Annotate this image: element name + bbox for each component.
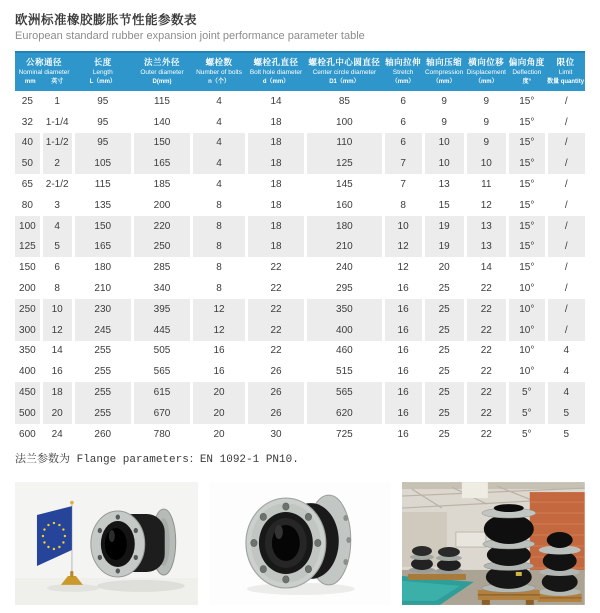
table-cell: 22 [465, 278, 507, 299]
table-cell: 16 [383, 299, 423, 320]
table-cell: 18 [246, 112, 305, 133]
table-cell: 22 [465, 361, 507, 382]
table-cell: 6 [383, 112, 423, 133]
table-cell: 150 [73, 216, 132, 237]
table-cell: 26 [246, 403, 305, 424]
table-cell: 7 [383, 153, 423, 174]
table-cell: 4 [192, 174, 247, 195]
table-cell: 4 [192, 133, 247, 154]
column-header: 偏向角度 Deflection 度° [507, 52, 546, 91]
table-cell: 80 [15, 195, 41, 216]
table-cell: 13 [423, 174, 465, 195]
table-cell: 30 [246, 424, 305, 445]
table-cell: 10 [41, 299, 73, 320]
table-cell: 50 [15, 153, 41, 174]
table-row [15, 237, 585, 258]
table-cell: 285 [132, 257, 191, 278]
table-cell: 22 [246, 278, 305, 299]
table-cell: 18 [41, 382, 73, 403]
table-cell: 250 [15, 299, 41, 320]
table-cell: 10 [383, 216, 423, 237]
table-cell: 20 [192, 424, 247, 445]
table-cell: 16 [192, 361, 247, 382]
table-cell: 22 [246, 299, 305, 320]
table-cell: 350 [15, 341, 41, 362]
table-cell: 10° [507, 361, 546, 382]
table-cell: 780 [132, 424, 191, 445]
table-cell: 145 [306, 174, 384, 195]
table-cell: 445 [132, 320, 191, 341]
table-cell: 5° [507, 382, 546, 403]
table-cell: 12 [383, 237, 423, 258]
table-cell: 16 [41, 361, 73, 382]
table-cell: 210 [306, 237, 384, 258]
table-cell: 22 [246, 320, 305, 341]
table-cell: / [546, 174, 585, 195]
table-cell: 8 [383, 195, 423, 216]
table-cell: 15° [507, 91, 546, 112]
table-cell: 515 [306, 361, 384, 382]
table-cell: 11 [465, 174, 507, 195]
table-cell: 340 [132, 278, 191, 299]
table-cell: 1-1/4 [41, 112, 73, 133]
table-cell: 245 [73, 320, 132, 341]
table-cell: 115 [132, 91, 191, 112]
table-cell: / [546, 299, 585, 320]
table-row [15, 133, 585, 154]
table-cell: 255 [73, 403, 132, 424]
table-cell: 295 [306, 278, 384, 299]
eu-flag-with-expansion-joint-photo [15, 482, 198, 605]
table-cell: 1 [41, 91, 73, 112]
table-cell: 95 [73, 112, 132, 133]
expansion-joint-closeup-illustration [209, 482, 392, 605]
table-cell: 22 [246, 257, 305, 278]
table-cell: 160 [306, 195, 384, 216]
table-row [15, 112, 585, 133]
table-cell: 25 [423, 361, 465, 382]
table-cell: 26 [246, 382, 305, 403]
column-header: 螺栓孔直径 Bolt hole diameter d（mm） [246, 52, 305, 91]
table-cell: 32 [15, 112, 41, 133]
table-cell: 670 [132, 403, 191, 424]
rubber-expansion-joint-closeup-photo [209, 482, 392, 605]
table-cell: 15° [507, 174, 546, 195]
table-cell: 4 [546, 361, 585, 382]
table-cell: 12 [465, 195, 507, 216]
table-cell: 8 [192, 237, 247, 258]
table-cell: 10 [465, 153, 507, 174]
table-row [15, 403, 585, 424]
table-cell: 12 [383, 257, 423, 278]
column-header: 轴向拉伸 Stretch （mm） [383, 52, 423, 91]
flange-parameters-footnote: 法兰参数为 Flange parameters：EN 1092-1 PN10. [15, 453, 299, 466]
table-cell: 7 [383, 174, 423, 195]
table-cell: 15° [507, 133, 546, 154]
table-cell: 15° [507, 112, 546, 133]
page-title-en: European standard rubber expansion joint performance parameter table [15, 30, 365, 42]
table-cell: 220 [132, 216, 191, 237]
factory-warehouse-illustration [402, 482, 585, 605]
table-cell: 12 [192, 320, 247, 341]
table-cell: 13 [465, 216, 507, 237]
table-cell: 16 [383, 341, 423, 362]
table-cell: 100 [15, 216, 41, 237]
table-cell: 22 [465, 403, 507, 424]
table-cell: / [546, 153, 585, 174]
table-cell: 400 [306, 320, 384, 341]
table-cell: 25 [15, 91, 41, 112]
table-cell: 615 [132, 382, 191, 403]
table-cell: 8 [192, 216, 247, 237]
table-cell: 25 [423, 320, 465, 341]
table-cell: / [546, 112, 585, 133]
table-cell: / [546, 278, 585, 299]
table-cell: 8 [192, 257, 247, 278]
table-cell: / [546, 237, 585, 258]
table-cell: 110 [306, 133, 384, 154]
table-row [15, 257, 585, 278]
header-row [15, 52, 585, 91]
table-cell: 14 [246, 91, 305, 112]
table-cell: 14 [41, 341, 73, 362]
table-cell: 25 [423, 403, 465, 424]
table-cell: 15° [507, 257, 546, 278]
table-cell: 85 [306, 91, 384, 112]
table-cell: 2 [41, 153, 73, 174]
table-cell: 22 [465, 299, 507, 320]
table-cell: 9 [423, 112, 465, 133]
table-cell: 24 [41, 424, 73, 445]
table-cell: 20 [192, 403, 247, 424]
table-cell: 10° [507, 341, 546, 362]
table-cell: 500 [15, 403, 41, 424]
table-cell: 8 [192, 195, 247, 216]
column-header: 螺栓孔中心圆直径 Center circle diameter D1（mm） [306, 52, 384, 91]
table-cell: 18 [246, 133, 305, 154]
table-row [15, 320, 585, 341]
table-cell: 200 [15, 278, 41, 299]
table-cell: 16 [383, 382, 423, 403]
table-cell: 300 [15, 320, 41, 341]
table-cell: 115 [73, 174, 132, 195]
table-header [15, 52, 585, 91]
table-cell: 26 [246, 361, 305, 382]
column-header: 法兰外径 Outer diameter D(mm) [132, 52, 191, 91]
column-header: 公称通径 Nominal diameter mm 英寸 [15, 52, 73, 91]
table-cell: 505 [132, 341, 191, 362]
table-cell: 4 [192, 91, 247, 112]
table-cell: 19 [423, 216, 465, 237]
table-cell: 10° [507, 320, 546, 341]
table-cell: 6 [383, 91, 423, 112]
table-cell: 16 [383, 403, 423, 424]
table-cell: 460 [306, 341, 384, 362]
table-cell: 65 [15, 174, 41, 195]
table-cell: 18 [246, 237, 305, 258]
table-cell: 22 [465, 382, 507, 403]
table-cell: 25 [423, 424, 465, 445]
table-cell: 9 [423, 91, 465, 112]
table-row [15, 174, 585, 195]
table-cell: 210 [73, 278, 132, 299]
table-cell: 5° [507, 403, 546, 424]
table-cell: / [546, 257, 585, 278]
table-cell: 180 [306, 216, 384, 237]
table-cell: 180 [73, 257, 132, 278]
table-cell: 125 [306, 153, 384, 174]
table-cell: 4 [192, 153, 247, 174]
table-cell: 16 [383, 361, 423, 382]
table-cell: 15 [423, 195, 465, 216]
table-cell: 16 [192, 341, 247, 362]
table-cell: / [546, 195, 585, 216]
table-cell: 14 [465, 257, 507, 278]
table-cell: 15° [507, 195, 546, 216]
table-cell: 12 [41, 320, 73, 341]
column-header: 长度 Length L（mm） [73, 52, 132, 91]
table-cell: 16 [383, 320, 423, 341]
table-cell: 22 [246, 341, 305, 362]
parameter-table [15, 51, 585, 445]
table-cell: 15° [507, 153, 546, 174]
expansion-joints-factory-warehouse-photo [402, 482, 585, 605]
table-cell: 22 [465, 424, 507, 445]
column-header: 螺栓数 Number of bolts n（个） [192, 52, 247, 91]
table-cell: 260 [73, 424, 132, 445]
table-cell: 5 [546, 403, 585, 424]
table-cell: 4 [546, 382, 585, 403]
table-cell: 1-1/2 [41, 133, 73, 154]
table-cell: 20 [423, 257, 465, 278]
table-cell: 9 [465, 112, 507, 133]
table-cell: 25 [423, 382, 465, 403]
table-cell: 25 [423, 299, 465, 320]
table-cell: 255 [73, 382, 132, 403]
table-cell: 15° [507, 237, 546, 258]
table-cell: 19 [423, 237, 465, 258]
table-cell: 15° [507, 216, 546, 237]
table-row [15, 195, 585, 216]
table-row [15, 278, 585, 299]
table-cell: 95 [73, 133, 132, 154]
table-cell: 8 [192, 278, 247, 299]
table-cell: 165 [73, 237, 132, 258]
table-cell: 10 [423, 153, 465, 174]
eu-flag-joint-illustration [15, 482, 198, 605]
table-cell: 6 [383, 133, 423, 154]
table-row [15, 216, 585, 237]
table-cell: 18 [246, 153, 305, 174]
table-cell: 18 [246, 216, 305, 237]
table-cell: 6 [41, 257, 73, 278]
table-cell: 16 [383, 424, 423, 445]
table-cell: 95 [73, 91, 132, 112]
table-row [15, 341, 585, 362]
title-block [0, 0, 600, 44]
table-cell: 5 [41, 237, 73, 258]
table-body [15, 91, 585, 445]
table-cell: 4 [192, 112, 247, 133]
table-cell: 150 [15, 257, 41, 278]
table-row [15, 361, 585, 382]
table-cell: 450 [15, 382, 41, 403]
table-cell: 230 [73, 299, 132, 320]
table-cell: 20 [41, 403, 73, 424]
table-cell: 135 [73, 195, 132, 216]
table-cell: 5° [507, 424, 546, 445]
table-cell: 350 [306, 299, 384, 320]
table-cell: 395 [132, 299, 191, 320]
table-cell: 255 [73, 361, 132, 382]
table-cell: 620 [306, 403, 384, 424]
table-cell: 10° [507, 299, 546, 320]
table-cell: 5 [546, 424, 585, 445]
table-cell: 25 [423, 341, 465, 362]
table-cell: 400 [15, 361, 41, 382]
table-cell: 200 [132, 195, 191, 216]
table-row [15, 153, 585, 174]
table-cell: / [546, 216, 585, 237]
table-cell: 600 [15, 424, 41, 445]
table-cell: 100 [306, 112, 384, 133]
table-cell: 10 [423, 133, 465, 154]
table-cell: 3 [41, 195, 73, 216]
table-row [15, 382, 585, 403]
table-cell: 150 [132, 133, 191, 154]
table-row [15, 91, 585, 112]
table-cell: 250 [132, 237, 191, 258]
column-header: 限位 Limit 数量 quantity [546, 52, 585, 91]
table-cell: 240 [306, 257, 384, 278]
table-cell: 18 [246, 195, 305, 216]
table-cell: 2-1/2 [41, 174, 73, 195]
table-cell: 105 [73, 153, 132, 174]
table-cell: 4 [41, 216, 73, 237]
table-cell: 16 [383, 278, 423, 299]
table-cell: 10° [507, 278, 546, 299]
table-cell: 22 [465, 341, 507, 362]
column-header: 横向位移 Displacement （mm） [465, 52, 507, 91]
table-cell: 18 [246, 174, 305, 195]
table-cell: 4 [546, 341, 585, 362]
column-header: 轴向压缩 Compression （mm） [423, 52, 465, 91]
table-cell: 165 [132, 153, 191, 174]
table-cell: 20 [192, 382, 247, 403]
table-cell: 9 [465, 91, 507, 112]
table-cell: 140 [132, 112, 191, 133]
table-cell: 725 [306, 424, 384, 445]
table-cell: 565 [132, 361, 191, 382]
table-cell: 255 [73, 341, 132, 362]
table-cell: 8 [41, 278, 73, 299]
table-cell: / [546, 91, 585, 112]
table-row [15, 299, 585, 320]
table-cell: 185 [132, 174, 191, 195]
table-cell: 25 [423, 278, 465, 299]
table-cell: 9 [465, 133, 507, 154]
table-cell: / [546, 320, 585, 341]
product-photos-row [15, 482, 585, 605]
table-cell: 13 [465, 237, 507, 258]
table-cell: / [546, 133, 585, 154]
table-cell: 40 [15, 133, 41, 154]
table-cell: 22 [465, 320, 507, 341]
table-cell: 12 [192, 299, 247, 320]
page-title-zh: 欧洲标准橡胶膨胀节性能参数表 [15, 13, 198, 27]
table-cell: 565 [306, 382, 384, 403]
table-row [15, 424, 585, 445]
table-cell: 125 [15, 237, 41, 258]
